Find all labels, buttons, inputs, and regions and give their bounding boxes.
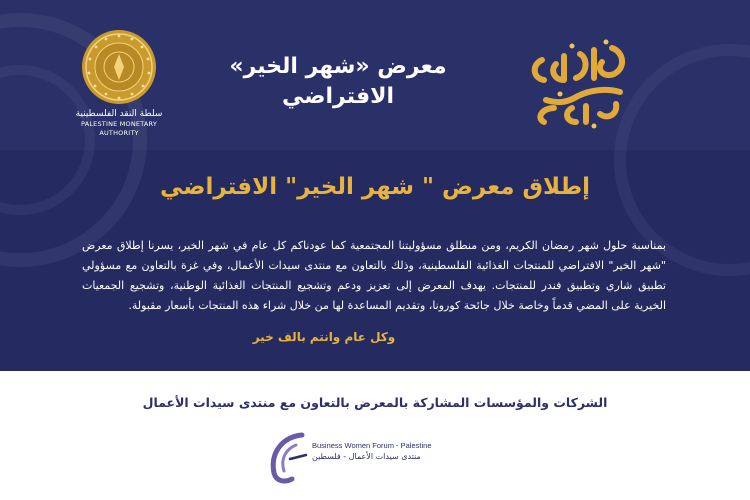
bwf-emblem-icon (262, 429, 310, 485)
closing-greeting: وكل عام وانتم بالف خير (252, 330, 396, 344)
headline: إطلاق معرض " شهر الخير" الافتراضي (159, 174, 591, 200)
bwf-name-arabic: منتدى سيدات الأعمال - فلسطين (312, 452, 421, 461)
partners-section (0, 371, 750, 500)
pma-seal-icon (80, 28, 158, 106)
pma-logo (64, 28, 174, 138)
exhibition-title-line1: معرض «شهر الخير» (229, 54, 447, 79)
bwf-text (312, 441, 492, 463)
partners-heading: الشركات والمؤسسات المشاركة بالمعرض بالتعاون مع منتدى سيدات الأعمال (142, 395, 608, 410)
authority-name-arabic: سلطة النقد الفلسطينية (75, 109, 163, 119)
exhibition-title-line2: الافتراضي (281, 84, 395, 109)
business-women-forum-logo (262, 429, 492, 485)
exhibition-title (228, 52, 448, 112)
ramadan-kareem-calligraphy (520, 34, 640, 130)
bwf-name-english: Business Women Forum - Palestine (312, 441, 432, 450)
announcement-body: بمناسبة حلول شهر رمضان الكريم، ومن منطلق مسؤوليتنا المجتمعية كما عودناكم كل عام في شهر الخير، يسرنا إطلاق معرض "شهر الخير" الافتراضي للمنتجات الغذائية الفلسطينية، وذلك بالتعاون مع منتدى سيدات الأعمال، وفي غزة بالتعاون مع مسؤولي تطبيق شاري وتطبيق فندر للمنتجات. يهدف المعرض إلى تعزيز ودعم وتشجيع المنتجات الغذائية الوطنية، وتشجيع الجمعيات الخيرية على المضي قدماً وخاصة خلال جائحة كورونا، وتقديم المساعدة لها من خلال شراء هذه المنتجات بأسعار مقبولة. (82, 239, 666, 312)
authority-name-english: PALESTINE MONETARY AUTHORITY (80, 120, 157, 137)
